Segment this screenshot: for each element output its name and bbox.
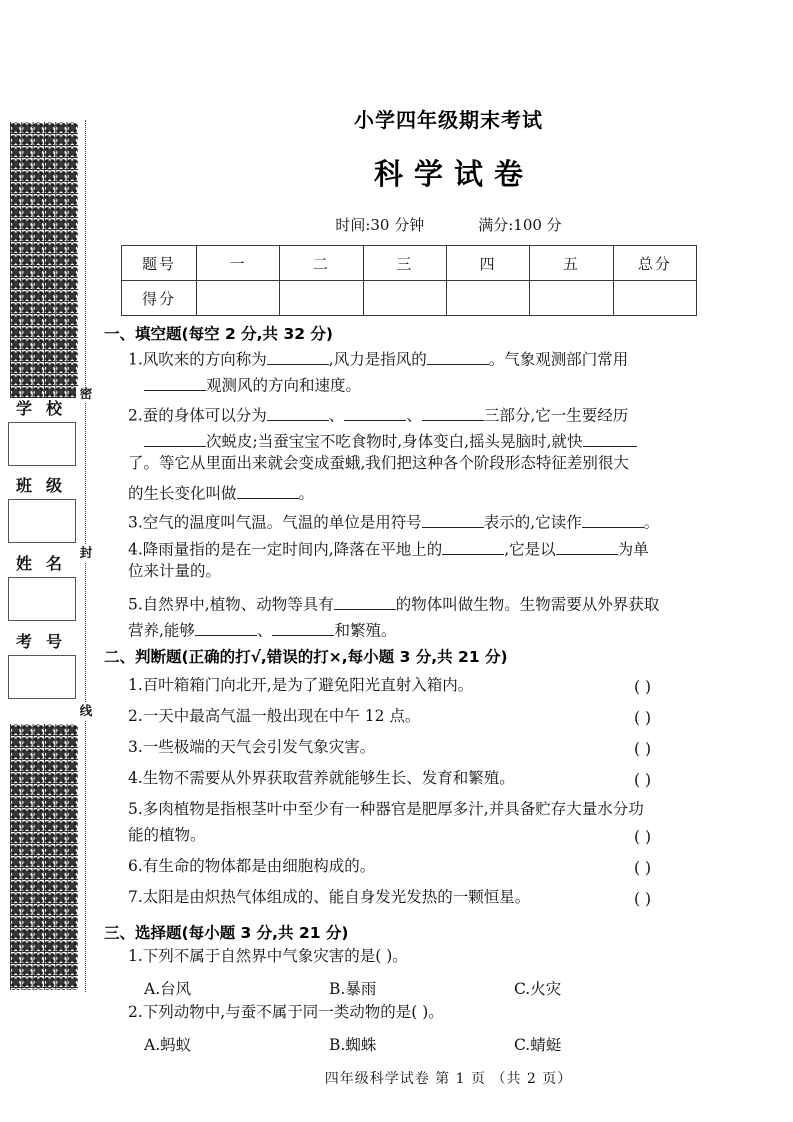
decorative-ornament-band-top [10, 122, 78, 398]
section-heading-true-false: 二、判断题(正确的打√,错误的打×,每小题 3 分,共 21 分) [104, 648, 508, 666]
decorative-ornament-band-bottom [10, 724, 78, 990]
field-label-school: 学校 [15, 399, 76, 418]
tf-answer-bracket-3[interactable]: ( ) [634, 740, 652, 758]
blank-1-2[interactable] [427, 348, 489, 365]
blank-4-2[interactable] [556, 538, 618, 555]
mc-question-1-stem: 1.下列不属于自然界中气象灾害的是( )。 [128, 947, 408, 965]
question-3-line-1: 3.空气的温度叫气温。气温的单位是用符号 表示的,它读作 。 [128, 511, 659, 531]
exam-paper-body [104, 0, 793, 1122]
tf-question-6: 6.有生命的物体都是由细胞构成的。 [128, 857, 376, 875]
score-table-header-4: 四 [446, 246, 529, 281]
score-table-header-5: 五 [530, 246, 613, 281]
blank-3-1[interactable] [422, 511, 484, 528]
page-title: 小学四年级期末考试 [354, 108, 543, 132]
score-table-row-label-question: 题号 [122, 246, 197, 281]
tf-answer-bracket-7[interactable]: ( ) [634, 890, 652, 908]
mc-1-option-a[interactable]: A.台风 [144, 980, 192, 998]
blank-1-1[interactable] [267, 348, 329, 365]
score-cell-3[interactable] [363, 281, 446, 316]
score-cell-2[interactable] [280, 281, 363, 316]
field-label-name: 姓名 [15, 554, 76, 573]
score-cell-4[interactable] [446, 281, 529, 316]
score-cell-1[interactable] [197, 281, 280, 316]
tf-answer-bracket-5[interactable]: ( ) [634, 828, 652, 846]
table-row-question-numbers [122, 246, 697, 281]
field-group-school [8, 396, 80, 466]
blank-5-1[interactable] [334, 593, 396, 610]
school-input-box[interactable] [8, 422, 76, 466]
score-cell-5[interactable] [530, 281, 613, 316]
tf-question-4: 4.生物不需要从外界获取营养就能够生长、发育和繁殖。 [128, 769, 515, 787]
blank-2-3[interactable] [422, 404, 484, 421]
mc-2-option-a[interactable]: A.蚂蚁 [144, 1036, 192, 1054]
name-input-box[interactable] [8, 577, 76, 621]
score-table-header-1: 一 [197, 246, 280, 281]
tf-answer-bracket-4[interactable]: ( ) [634, 771, 652, 789]
score-cell-total[interactable] [613, 281, 696, 316]
blank-5-2[interactable] [195, 619, 257, 636]
blank-2-6[interactable] [237, 482, 299, 499]
exam-duration: 时间:30 分钟 [335, 216, 425, 234]
tf-question-1: 1.百叶箱箱门向北开,是为了避免阳光直射入箱内。 [128, 676, 474, 694]
score-table-header-2: 二 [280, 246, 363, 281]
question-4-line-2: 位来计量的。 [128, 562, 222, 580]
section-heading-fill-in-blank: 一、填空题(每空 2 分,共 32 分) [104, 325, 333, 343]
seal-character-feng: 封 [76, 545, 96, 562]
page-footer: 四年级科学试卷 第 1 页 （共 2 页） [324, 1071, 573, 1087]
field-label-class: 班级 [15, 476, 76, 495]
question-1-line-2: 观测风的方向和速度。 [144, 374, 361, 394]
class-input-box[interactable] [8, 499, 76, 543]
mc-question-2-options [144, 1033, 744, 1055]
tf-answer-bracket-2[interactable]: ( ) [634, 709, 652, 727]
score-table-header-total: 总分 [613, 246, 696, 281]
tf-answer-bracket-1[interactable]: ( ) [634, 678, 652, 696]
mc-question-1-options [144, 977, 744, 999]
question-1-line-1: 1.风吹来的方向称为 ,风力是指风的 。气象观测部门常用 [128, 348, 628, 368]
tf-question-5-line-2: 能的植物。 [128, 826, 206, 844]
table-row-scores [122, 281, 697, 316]
question-2-line-2: 次蜕皮;当蚕宝宝不吃食物时,身体变白,摇头晃脑时,就快 [144, 430, 637, 450]
question-2-line-3: 了。等它从里面出来就会变成蚕蛾,我们把这种各个阶段形态特征差别很大 [128, 454, 629, 472]
field-group-name [8, 551, 80, 621]
score-table-header-3: 三 [363, 246, 446, 281]
exam-full-marks: 满分:100 分 [478, 216, 562, 234]
blank-2-2[interactable] [344, 404, 406, 421]
blank-5-3[interactable] [272, 619, 334, 636]
exam-meta [104, 214, 793, 235]
question-4-line-1: 4.降雨量指的是在一定时间内,降落在平地上的 ,它是以 为单 [128, 538, 649, 558]
blank-1-3[interactable] [144, 374, 206, 391]
exam-number-input-box[interactable] [8, 655, 76, 699]
mc-2-option-b[interactable]: B.蜘蛛 [329, 1036, 377, 1054]
mc-1-option-c[interactable]: C.火灾 [514, 980, 562, 998]
field-label-exam-number: 考号 [15, 632, 76, 651]
blank-3-2[interactable] [582, 511, 644, 528]
mc-2-option-c[interactable]: C.蜻蜓 [514, 1036, 562, 1054]
tf-question-2: 2.一天中最高气温一般出现在中午 12 点。 [128, 707, 421, 725]
tf-question-7: 7.太阳是由炽热气体组成的、能自身发光发热的一颗恒星。 [128, 888, 531, 906]
mc-question-2-stem: 2.下列动物中,与蚕不属于同一类动物的是( )。 [128, 1003, 444, 1021]
seal-sidebar [0, 0, 104, 1122]
section-heading-multiple-choice: 三、选择题(每小题 3 分,共 21 分) [104, 924, 349, 942]
blank-2-4[interactable] [144, 430, 206, 447]
blank-2-5[interactable] [583, 430, 637, 447]
question-5-line-2: 营养,能够 、 和繁殖。 [128, 619, 396, 639]
mc-1-option-b[interactable]: B.暴雨 [329, 980, 377, 998]
tf-question-5-line-1: 5.多肉植物是指根茎叶中至少有一种器官是肥厚多汁,并具备贮存大量水分功 [128, 800, 644, 818]
seal-character-mi: 密 [76, 386, 96, 403]
question-5-line-1: 5.自然界中,植物、动物等具有 的物体叫做生物。生物需要从外界获取 [128, 593, 659, 613]
question-2-line-1: 2.蚕的身体可以分为 、 、 三部分,它一生要经历 [128, 404, 628, 424]
tf-question-3: 3.一些极端的天气会引发气象灾害。 [128, 738, 376, 756]
score-table-row-label-score: 得分 [122, 281, 197, 316]
field-group-exam-number [8, 629, 80, 699]
seal-character-xian: 线 [76, 703, 96, 720]
tf-answer-bracket-6[interactable]: ( ) [634, 859, 652, 877]
field-group-class [8, 473, 80, 543]
question-2-line-4: 的生长变化叫做 。 [128, 482, 314, 502]
score-table [121, 245, 697, 316]
subject-title: 科学试卷 [373, 157, 534, 191]
blank-2-1[interactable] [267, 404, 329, 421]
blank-4-1[interactable] [442, 538, 504, 555]
